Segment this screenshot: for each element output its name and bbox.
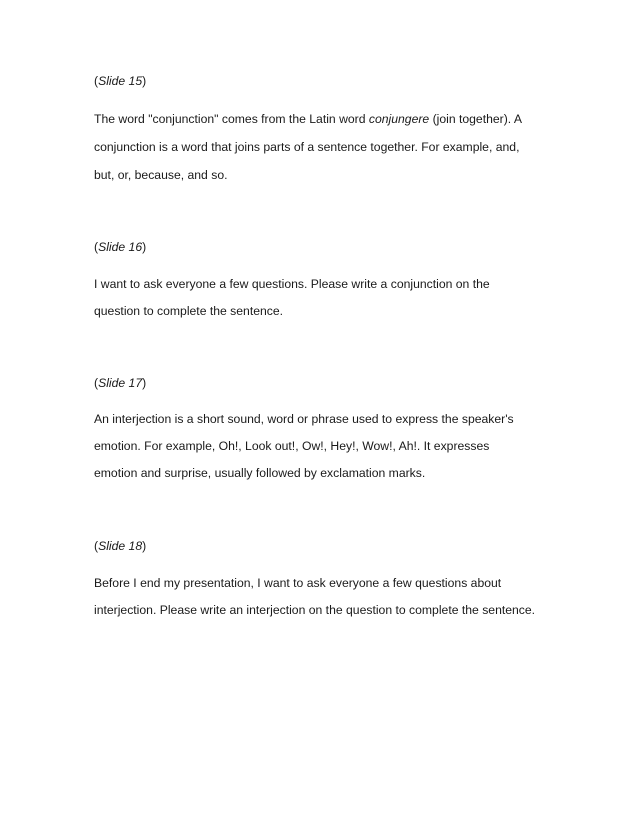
slide-17-reference: (Slide 17): [94, 376, 147, 390]
slide-18-label: Slide 18: [98, 539, 143, 553]
slide-17-paragraph-line-2: emotion. For example, Oh!, Look out!, Ow!, Hey!, Wow!, Ah!. It expresses: [94, 439, 490, 453]
slide-15-paragraph-line-2: conjunction is a word that joins parts of a sentence together. For example, and,: [94, 140, 520, 154]
latin-word: conjungere: [368, 112, 430, 126]
slide-15-paragraph-line-3: but, or, because, and so.: [94, 168, 228, 182]
slide-18-reference: (Slide 18): [94, 539, 147, 553]
slide-17-paragraph-line-3: emotion and surprise, usually followed by exclamation marks.: [94, 466, 426, 480]
slide-16-paragraph-line-2: question to complete the sentence.: [94, 304, 284, 318]
slide-16-reference: (Slide 16): [94, 240, 147, 254]
slide-15-reference: (Slide 15): [94, 74, 147, 88]
slide-15-label: Slide 15: [98, 74, 143, 88]
slide-15-paragraph-line-1: The word "conjunction" comes from the Latin word conjungere (join together). A: [94, 112, 522, 126]
slide-18-paragraph-line-2: interjection. Please write an interjection on the question to complete the sentence.: [94, 603, 536, 617]
slide-16-paragraph-line-1: I want to ask everyone a few questions. Please write a conjunction on the: [94, 277, 490, 291]
slide-17-paragraph-line-1: An interjection is a short sound, word or phrase used to express the speaker's: [94, 412, 514, 426]
slide-18-paragraph-line-1: Before I end my presentation, I want to ask everyone a few questions about: [94, 576, 502, 590]
slide-16-label: Slide 16: [98, 240, 143, 254]
slide-17-label: Slide 17: [98, 376, 143, 390]
